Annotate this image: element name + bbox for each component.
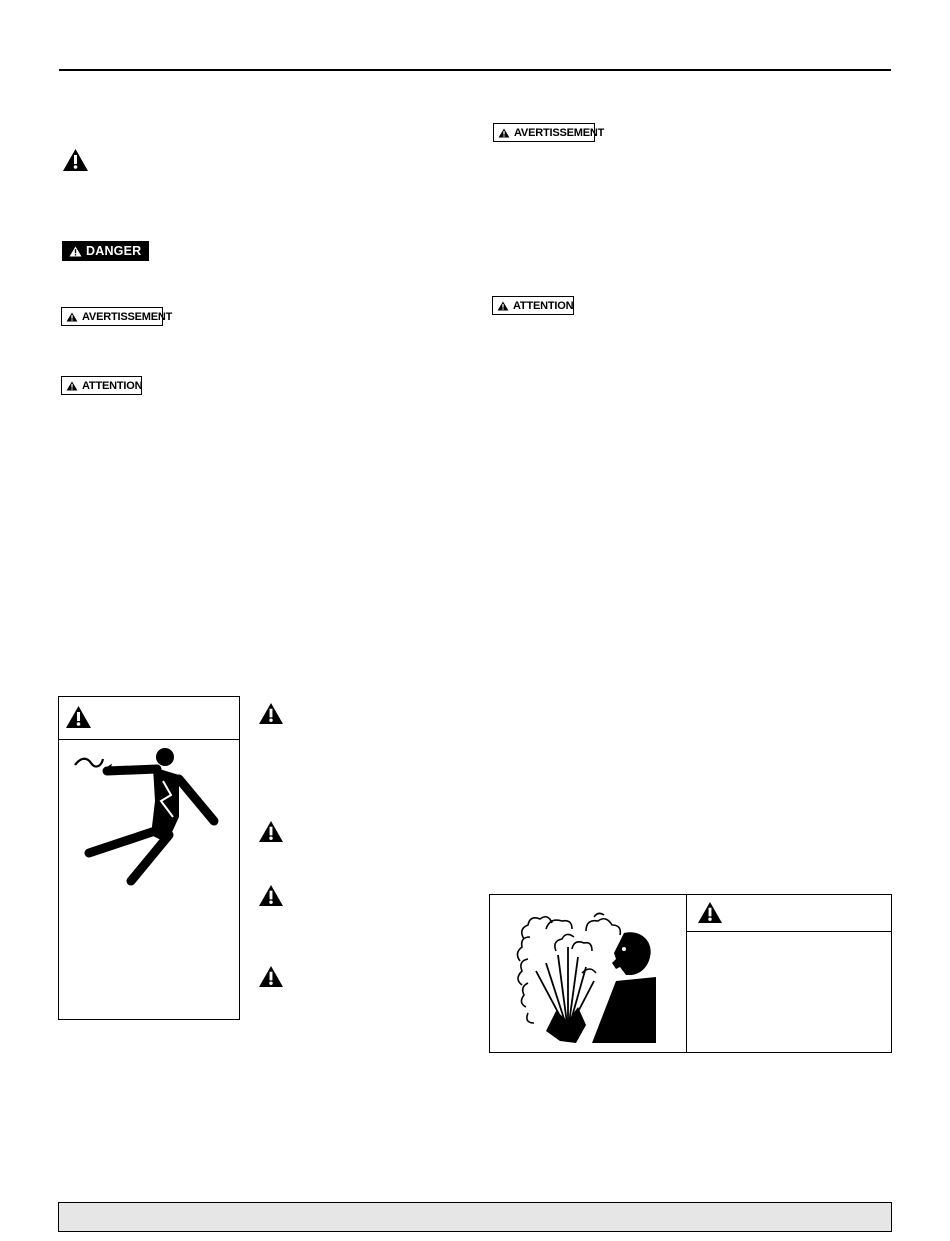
explosion-icon <box>516 911 666 1045</box>
avertissement-label: AVERTISSEMENT <box>514 126 605 139</box>
electric-shock-warning-box <box>58 696 240 1020</box>
header-rule <box>59 69 891 71</box>
electric-shock-icon <box>71 745 231 887</box>
attention-tag <box>492 296 574 315</box>
explosion-warning-box <box>489 894 892 1053</box>
hazard-triangle-icon <box>66 312 78 322</box>
attention-label: ATTENTION <box>513 299 574 312</box>
hazard-triangle-icon <box>69 246 82 257</box>
avertissement-tag <box>493 123 605 142</box>
danger-tag <box>62 241 149 261</box>
danger-label: DANGER <box>86 244 142 258</box>
box-divider <box>686 895 687 1052</box>
hazard-triangle-icon <box>258 702 284 725</box>
hazard-triangle-icon <box>65 705 92 729</box>
warning-box-header <box>59 697 239 740</box>
hazard-triangle-icon <box>258 965 284 988</box>
footer-bar <box>58 1202 892 1232</box>
hazard-triangle-icon <box>258 884 284 907</box>
hazard-triangle-icon <box>498 128 510 138</box>
warning-box-header-rule <box>687 931 892 932</box>
hazard-triangle-icon <box>697 901 723 924</box>
avertissement-tag <box>61 307 173 326</box>
hazard-triangle-icon <box>497 301 509 311</box>
attention-tag <box>61 376 142 395</box>
avertissement-label: AVERTISSEMENT <box>82 310 173 323</box>
attention-label: ATTENTION <box>82 379 143 392</box>
hazard-triangle-icon <box>62 148 89 172</box>
hazard-triangle-icon <box>66 381 78 391</box>
hazard-triangle-icon <box>258 820 284 843</box>
